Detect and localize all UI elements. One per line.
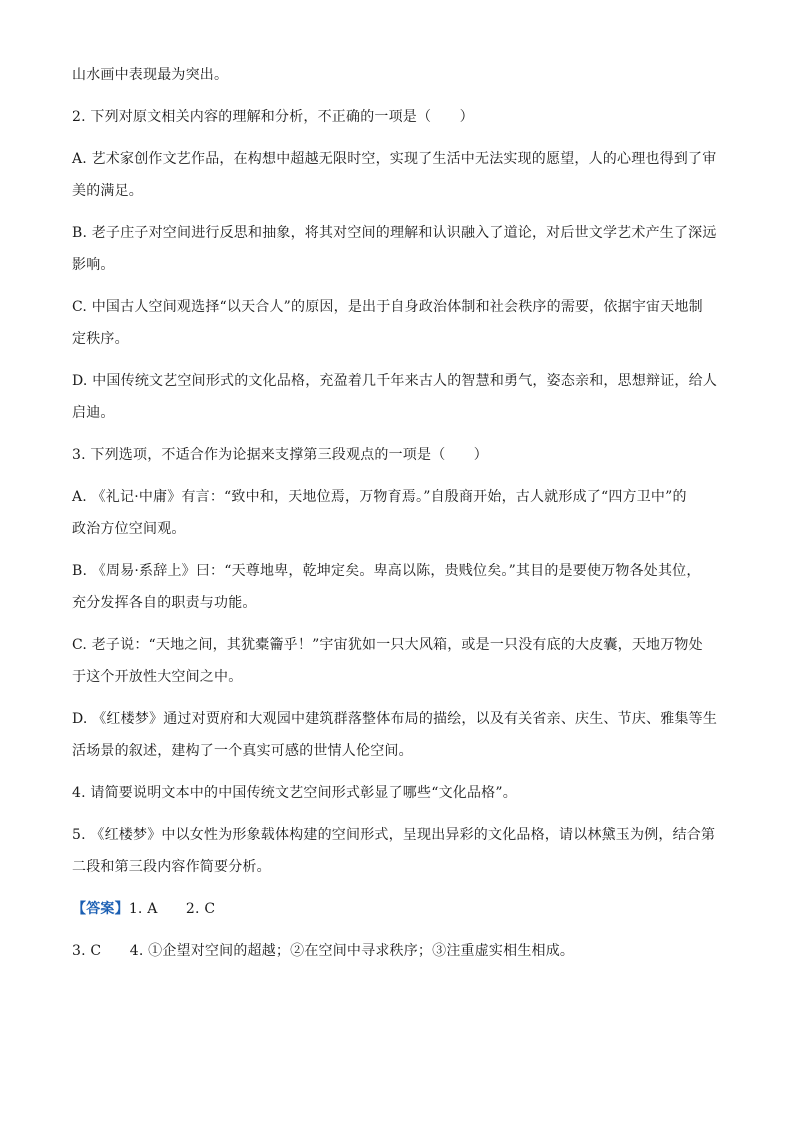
question-2-stem: 2. 下列对原文相关内容的理解和分析，不正确的一项是（ ） xyxy=(72,109,474,125)
question-4: 4. 请简要说明文本中的中国传统文艺空间形式彰显了哪些“文化品格”。 xyxy=(72,785,517,801)
q2-option-c-line1: C. 中国古人空间观选择“以天合人”的原因，是出于自身政治体制和社会秩序的需要，依据宇宙天地制 xyxy=(72,299,703,315)
question-5-line1: 5. 《红楼梦》中以女性为形象载体构建的空间形式，呈现出异彩的文化品格，请以林黛玉为例，结合第 xyxy=(72,827,716,843)
q3-option-a-line2: 政治方位空间观。 xyxy=(72,521,186,537)
answers-line2: 3. C 4. ①企望对空间的超越；②在空间中寻求秩序；③注重虚实相生相成。 xyxy=(72,943,575,959)
q3-option-d-line2: 活场景的叙述，建构了一个真实可感的世情人伦空间。 xyxy=(72,743,413,759)
document-page xyxy=(72,59,722,967)
q2-option-a-line1: A. 艺术家创作文艺作品，在构想中超越无限时空，实现了生活中无法实现的愿望，人的心理也得到了审 xyxy=(72,151,717,167)
answer-tag: 【答案】 xyxy=(72,901,129,917)
q2-option-b-line2: 影响。 xyxy=(72,257,115,273)
answers-line1-text: 1. A 2. C xyxy=(128,901,216,917)
q3-option-a-line1: A. 《礼记·中庸》有言：“致中和，天地位焉，万物育焉。”自殷商开始，古人就形成了“四方卫中”的 xyxy=(72,489,687,505)
q3-option-b-line1: B. 《周易·系辞上》曰：“天尊地卑，乾坤定矣。卑高以陈，贵贱位矣。”其目的是要使万物各处其位， xyxy=(72,563,701,579)
q3-option-c-line2: 于这个开放性大空间之中。 xyxy=(72,669,243,685)
answers-line1 xyxy=(72,893,722,925)
question-5-line2: 二段和第三段内容作简要分析。 xyxy=(72,859,271,875)
q2-option-a-line2: 美的满足。 xyxy=(72,183,143,199)
q2-option-d-line1: D. 中国传统文艺空间形式的文化品格，充盈着几千年来古人的智慧和勇气，姿态亲和，思想辩证，给人 xyxy=(72,373,718,389)
q2-option-d-line2: 启迪。 xyxy=(72,405,115,421)
q3-option-b-line2: 充分发挥各自的职责与功能。 xyxy=(72,595,257,611)
q3-option-d-line1: D. 《红楼梦》通过对贾府和大观园中建筑群落整体布局的描绘，以及有关省亲、庆生、节庆、雅集等生 xyxy=(72,711,718,727)
question-3-stem: 3. 下列选项，不适合作为论据来支撑第三段观点的一项是（ ） xyxy=(72,447,489,463)
q2-option-c-line2: 定秩序。 xyxy=(72,331,129,347)
q3-option-c-line1: C. 老子说：“天地之间，其犹橐籥乎！”宇宙犹如一只大风箱，或是一只没有底的大皮囊，天地万物处 xyxy=(72,637,703,653)
intro-tail-text: 山水画中表现最为突出。 xyxy=(72,67,229,83)
q2-option-b-line1: B. 老子庄子对空间进行反思和抽象，将其对空间的理解和认识融入了道论，对后世文学艺术产生了深远 xyxy=(72,225,717,241)
